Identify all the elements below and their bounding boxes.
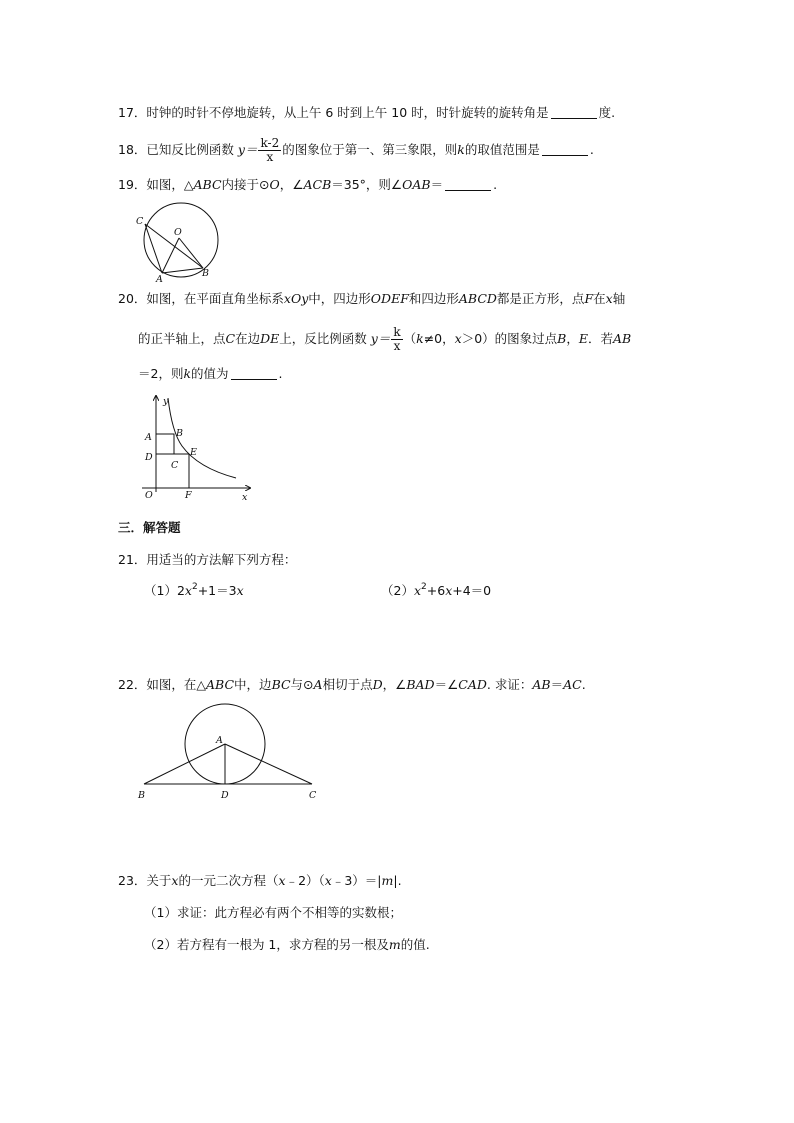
math-var: x (236, 583, 244, 598)
math-var: C (225, 331, 236, 346)
label-o: O (174, 227, 182, 238)
answer-blank (551, 106, 597, 119)
question-text: 已知反比例函数 (146, 142, 234, 157)
question-text: （ (403, 331, 417, 346)
math-var: AB (532, 677, 551, 692)
question-number: 17． (118, 105, 147, 120)
math-var: xOy (283, 291, 309, 306)
label-c: C (136, 216, 144, 227)
math-var: x (278, 873, 286, 888)
math-var: ACB (303, 177, 332, 192)
label-d: D (221, 790, 229, 801)
question-text: ， (566, 331, 579, 346)
question-number: 23． (118, 873, 147, 888)
segment-ab (162, 268, 203, 273)
math-var: ABCD (458, 291, 497, 306)
question-text: ≠0， (423, 331, 455, 346)
section-heading: 三．解答题 (118, 520, 181, 535)
math-var: x (171, 873, 179, 888)
equation-text: +4＝0 (452, 583, 492, 598)
math-var: x (445, 583, 453, 598)
question-text: ﹣2）（ (285, 873, 325, 888)
question-text: ＝2，则 (138, 366, 184, 381)
math-var: BC (271, 677, 291, 692)
question-21-part-1 (144, 582, 244, 600)
question-text: 上，反比例函数 (279, 331, 367, 346)
question-number: 20． (118, 291, 147, 306)
equation-text: 2 (176, 583, 185, 598)
question-text: ＝ (430, 177, 444, 192)
question-text: 都是正方形，点 (496, 291, 585, 306)
math-var: m (381, 873, 394, 888)
question-20-line-1 (118, 290, 625, 308)
math-var: DE (260, 331, 280, 346)
part-label: （1） (144, 583, 177, 598)
question-text: . (589, 142, 594, 157)
label-d: D (145, 452, 153, 463)
question-text: . (581, 677, 586, 692)
question-text: 的取值范围是 (464, 142, 540, 157)
question-text: . (278, 366, 283, 381)
question-21 (118, 551, 296, 569)
question-text: 相切于点 (322, 677, 373, 692)
formula-y: y＝ (370, 331, 391, 346)
question-number: 19． (118, 177, 147, 192)
label-e: E (190, 447, 197, 458)
question-text: 的图象位于第一、第三象限，则 (282, 142, 458, 157)
question-text: . (493, 177, 498, 192)
label-a: A (145, 432, 152, 443)
label-y: y (163, 396, 169, 407)
math-var: x (454, 331, 462, 346)
tangent-figure-22 (134, 700, 334, 804)
coordinate-figure-20 (138, 392, 258, 504)
math-var: BAD (406, 677, 435, 692)
question-text: ﹣3）＝| (331, 873, 382, 888)
math-var: O (269, 177, 280, 192)
segment-ca (145, 224, 162, 273)
question-18 (118, 137, 594, 164)
answer-blank (231, 367, 277, 380)
math-var: m (388, 937, 401, 952)
math-var: ABC (193, 177, 222, 192)
question-23 (118, 872, 402, 890)
label-a: A (216, 735, 223, 746)
question-text: . 求证： (486, 677, 533, 692)
math-var: ABC (206, 677, 235, 692)
question-text: 如图，在平面直角坐标系 (146, 291, 284, 306)
fraction-denominator: x (393, 339, 401, 353)
question-text: （2）若方程有一根为 1，求方程的另一根及 (144, 937, 389, 952)
question-text: 度. (598, 105, 616, 120)
fraction (258, 137, 281, 164)
question-text: 的正半轴上，点 (138, 331, 226, 346)
question-number: 18． (118, 142, 147, 157)
fraction-numerator: k (393, 325, 401, 339)
math-var: AC (563, 677, 582, 692)
question-text: 的值为 (191, 366, 229, 381)
question-17 (118, 104, 615, 122)
fraction (391, 326, 402, 353)
math-var: E (578, 331, 588, 346)
math-var: k (183, 366, 192, 381)
exponent: 2 (191, 582, 198, 592)
question-text: 如图，在△ (146, 677, 207, 692)
answer-blank (445, 178, 491, 191)
math-var: OAB (402, 177, 431, 192)
fraction-denominator: x (266, 150, 274, 164)
math-var: B (557, 331, 567, 346)
question-text: 时钟的时针不停地旋转，从上午 6 时到上午 10 时，时针旋转的旋转角是 (146, 105, 549, 120)
label-c: C (309, 790, 317, 801)
label-a: A (156, 274, 163, 284)
label-o: O (145, 490, 153, 501)
square-abcd (156, 434, 174, 454)
math-var: x (605, 291, 613, 306)
question-text: 内接于⊙ (221, 177, 270, 192)
equation-text: +6 (426, 583, 446, 598)
question-text: ＝∠ (434, 677, 459, 692)
question-text: 在 (593, 291, 606, 306)
question-text: 和四边形 (408, 291, 459, 306)
question-22 (118, 676, 586, 694)
question-text: 在边 (235, 331, 261, 346)
equation-text: +1＝3 (197, 583, 237, 598)
label-f: F (185, 490, 192, 501)
exponent: 2 (421, 582, 427, 592)
question-text: ＞0）的图象过点 (461, 331, 558, 346)
question-20-line-2 (138, 326, 631, 353)
question-text: |. (393, 873, 402, 888)
formula-y: y＝ (237, 142, 258, 157)
question-text: ，∠ (279, 177, 304, 192)
question-text: ＝35°，则∠ (331, 177, 403, 192)
question-text: 轴 (612, 291, 626, 306)
question-text: 关于 (146, 873, 172, 888)
math-var: F (584, 291, 594, 306)
question-23-part-1: （1）求证：此方程必有两个不相等的实数根； (144, 905, 402, 920)
answer-blank (542, 143, 588, 156)
question-text: 与⊙ (290, 677, 314, 692)
question-text: 的一元二次方程（ (178, 873, 279, 888)
circle-figure-19 (130, 200, 230, 284)
math-var: AB (613, 331, 632, 346)
question-text: 如图，△ (146, 177, 194, 192)
fraction-numerator: k-2 (260, 136, 280, 150)
question-text: 用适当的方法解下列方程： (146, 552, 297, 567)
question-20-line-3 (138, 365, 283, 383)
math-var: CAD (458, 677, 487, 692)
math-var: ODEF (370, 291, 409, 306)
math-var: x (413, 583, 422, 598)
question-text: 的值. (400, 937, 430, 952)
question-text: ，∠ (382, 677, 407, 692)
label-c: C (171, 460, 179, 471)
question-text: 中，边 (234, 677, 272, 692)
label-b: B (176, 428, 183, 439)
math-var: x (184, 583, 192, 598)
math-var: A (313, 677, 323, 692)
label-x: x (242, 492, 248, 503)
math-var: k (457, 142, 465, 157)
label-b: B (138, 790, 145, 801)
segment-ac (225, 744, 312, 784)
question-19 (118, 176, 497, 194)
question-text: ＝ (550, 677, 564, 692)
math-var: x (324, 873, 332, 888)
question-text: ．若 (588, 331, 614, 346)
label-b: B (202, 268, 209, 279)
math-var: k (416, 331, 424, 346)
question-text: 中，四边形 (308, 291, 371, 306)
math-var: D (372, 677, 383, 692)
question-23-part-2 (144, 936, 430, 954)
part-label: （2） (381, 583, 414, 598)
segment-ab (144, 744, 225, 784)
question-21-part-2 (381, 582, 491, 600)
question-number: 21． (118, 552, 147, 567)
question-number: 22． (118, 677, 147, 692)
